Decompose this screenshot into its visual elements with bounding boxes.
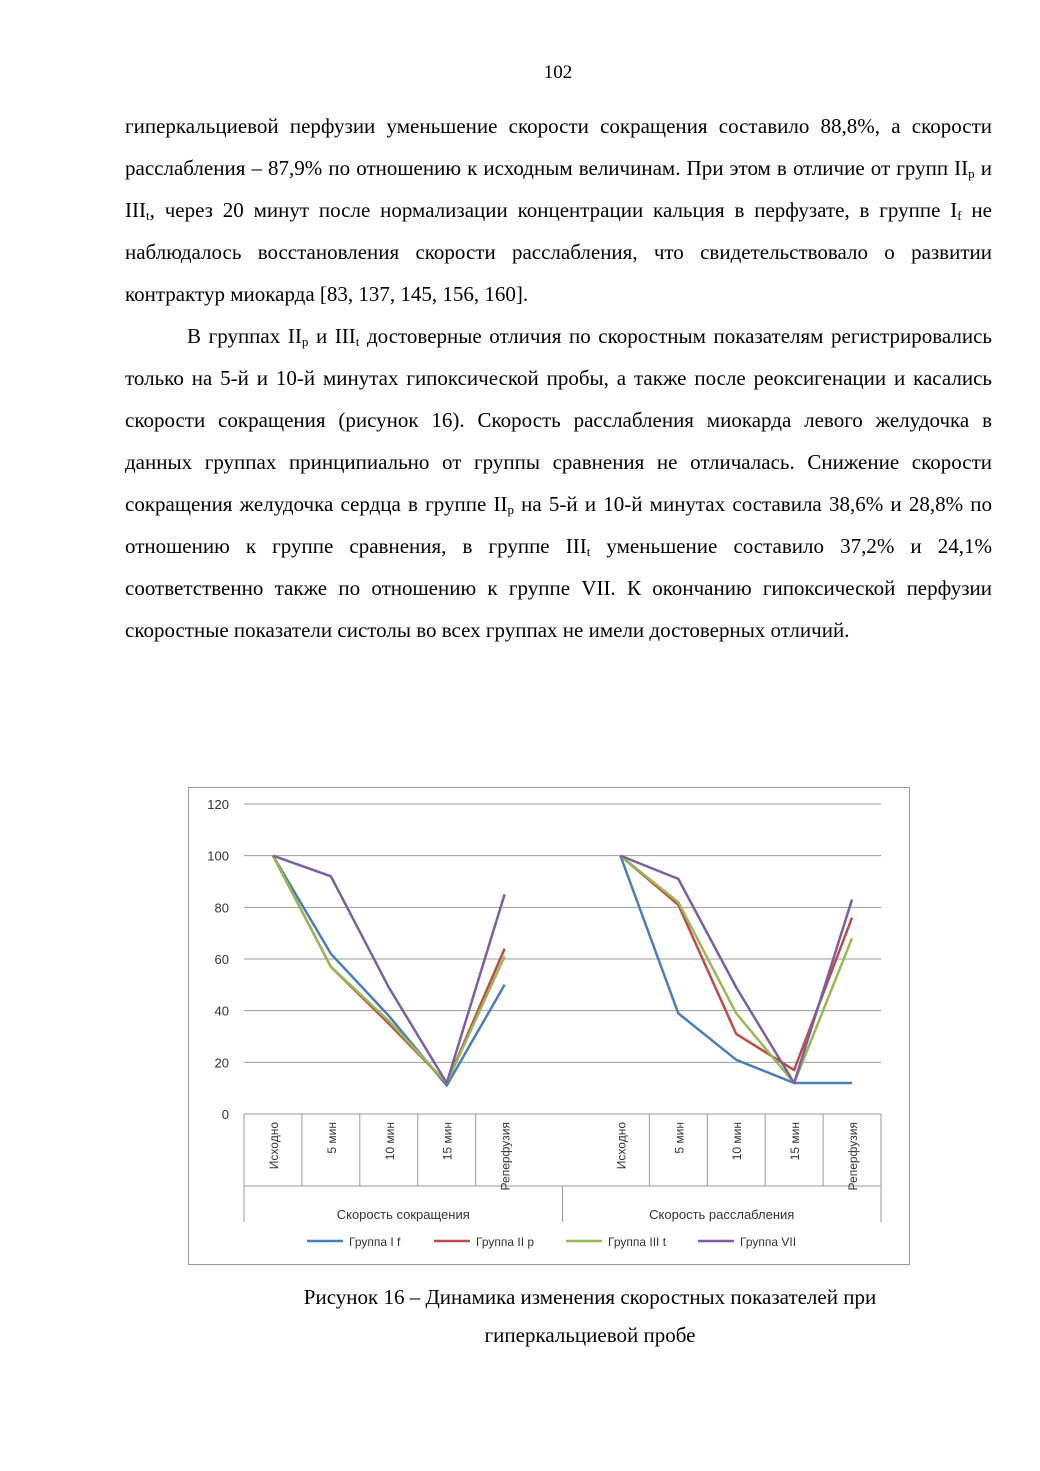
subscript: t [355, 334, 360, 349]
x-tick-label: 15 мин [788, 1122, 803, 1161]
group-label: Скорость расслабления [649, 1207, 795, 1222]
y-tick-label: 100 [207, 848, 229, 864]
y-tick-label: 20 [214, 1055, 229, 1071]
caption-line-2: гиперкальциевой пробе [484, 1323, 696, 1347]
y-tick-label: 80 [214, 900, 229, 916]
x-tick-label: Исходно [614, 1122, 629, 1170]
figure-chart [188, 787, 910, 1265]
legend-label: Группа III t [608, 1235, 667, 1249]
paragraph-2 [125, 315, 992, 651]
text-run: на 5-й и 10-й минутах составила 38,6% и 28,8% по отношению к группе сравнения, в группе III [125, 492, 992, 558]
x-tick-label: Реперфузия [846, 1122, 861, 1191]
text-run: и III [125, 156, 992, 222]
y-tick-label: 40 [214, 1003, 229, 1019]
x-tick-label: 10 мин [382, 1122, 397, 1161]
series-line [273, 856, 505, 1083]
text-run: В группах II [187, 324, 302, 348]
x-tick-label: 10 мин [730, 1122, 745, 1161]
y-tick-label: 120 [207, 797, 229, 812]
text-run: не наблюдалось восстановления скорости расслабления, что свидетельствовало о развитии контрактур миокарда [83, 137, 145, 156, 160]. [125, 198, 992, 306]
text-run: достоверные отличия по скоростным показателям регистрировались только на 5-й и 10-й минутах гипоксической пробы, а также после реоксигенации и касались скорости сокращения (рисунок 16). Скорость расслабления миокарда левого желудочка в данных группах принципиально от группы сравнения не отличалась. Снижение скорости сокращения желудочка сердца в группе II [125, 324, 992, 516]
series-line [620, 856, 852, 1083]
body-text [125, 105, 992, 651]
x-tick-label: 5 мин [672, 1122, 687, 1154]
text-run: гиперкальциевой перфузии уменьшение скорости сокращения составило 88,8%, а скорости расслабления – 87,9% по отношению к исходным величинам. При этом в отличие от групп II [125, 114, 992, 180]
figure-caption [125, 1278, 1040, 1354]
legend-label: Группа II p [476, 1235, 535, 1249]
series-line [273, 856, 505, 1083]
y-tick-label: 0 [221, 1107, 229, 1122]
paragraph-1 [125, 105, 992, 315]
caption-line-1: Рисунок 16 – Динамика изменения скоростных показателей при [303, 1285, 877, 1309]
y-tick-label: 60 [214, 952, 229, 967]
series-line [273, 856, 505, 1086]
text-run: уменьшение составило 37,2% и 24,1% соответственно также по отношению к группе VII. К окончанию гипоксической перфузии скоростные показатели систолы во всех группах не имели достоверных отличий. [125, 534, 992, 642]
x-tick-label: Реперфузия [498, 1122, 513, 1191]
group-label: Скорость сокращения [336, 1207, 470, 1222]
subscript: p [968, 166, 975, 181]
x-tick-label: Исходно [266, 1122, 281, 1170]
series-line [620, 856, 852, 1070]
series-line [273, 856, 505, 1083]
legend-label: Группа I f [349, 1235, 401, 1249]
page-number: 102 [543, 62, 573, 83]
text-run: и III [308, 324, 356, 348]
subscript: f [957, 208, 962, 223]
x-tick-label: 15 мин [440, 1122, 455, 1161]
legend-label: Группа VII [740, 1235, 797, 1249]
text-run: , через 20 минут после нормализации концентрации кальция в перфузате, в группе I [149, 198, 958, 222]
subscript: t [145, 208, 150, 223]
subscript: t [586, 544, 591, 559]
subscript: p [507, 502, 514, 517]
x-tick-label: 5 мин [324, 1122, 339, 1154]
series-line [620, 856, 852, 1083]
series-line [620, 856, 852, 1083]
line-chart [189, 788, 911, 1266]
subscript: p [301, 334, 309, 349]
